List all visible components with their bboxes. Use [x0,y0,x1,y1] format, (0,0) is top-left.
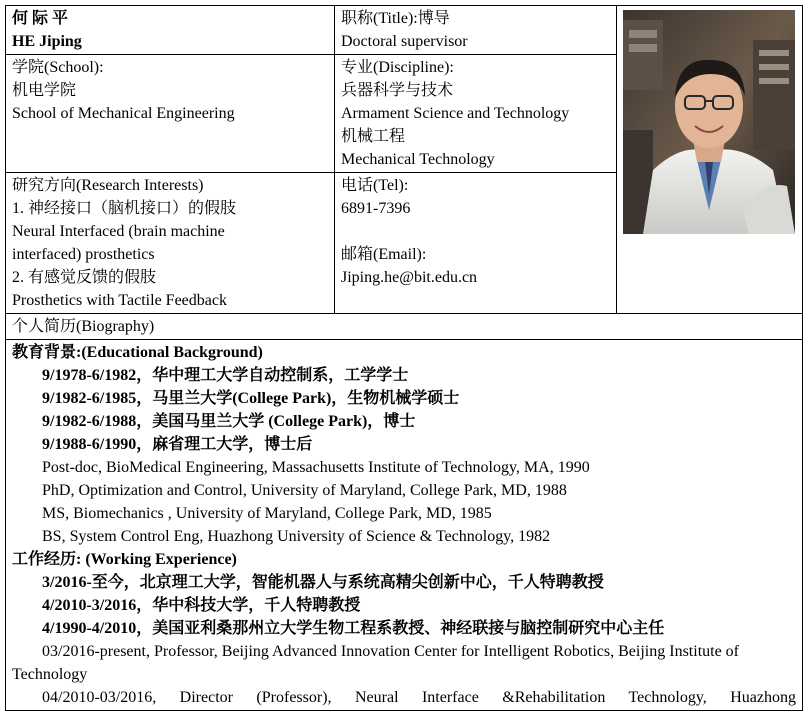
education-cn-item: 9/1982-6/1985，马里兰大学(College Park)，生物机械学硕士 [42,390,460,407]
discipline-label: 专业(Discipline): [341,59,454,76]
work-heading: 工作经历: (Working Experience) [12,551,237,568]
photo-cell [617,6,803,314]
discipline-item: Mechanical Technology [341,151,495,168]
work-en-item: 03/2016-present, Professor, Beijing Advanced Innovation Center for Intelligent Robotics, Beijing Institute of Technology [12,643,740,683]
research-item: 2. 有感觉反馈的假肢 [12,269,157,286]
title-cell [335,6,617,55]
title-value: Doctoral supervisor [341,33,468,50]
name-chinese: 何 际 平 [12,10,69,27]
profile-table [5,5,803,711]
portrait-photo [623,10,795,234]
contact-cell [335,173,617,314]
school-chinese: 机电学院 [12,82,77,99]
research-item: interfaced) prosthetics [12,246,155,263]
name-english: HE Jiping [12,33,82,50]
biography-label: 个人简历(Biography) [12,318,155,335]
discipline-item: Armament Science and Technology [341,105,570,122]
education-cn-item: 9/1982-6/1988，美国马里兰大学 (College Park)，博士 [42,413,416,430]
email-value: Jiping.he@bit.edu.cn [341,269,478,286]
education-en-item: BS, System Control Eng, Huazhong University of Science & Technology, 1982 [42,528,551,545]
email-label: 邮箱(Email): [341,246,427,263]
discipline-item: 机械工程 [341,128,406,145]
school-cell [6,55,335,173]
education-heading: 教育背景:(Educational Background) [12,344,263,361]
work-cn-item: 4/1990-4/2010，美国亚利桑那州立大学生物工程系教授、神经联接与脑控制研究中心主任 [42,620,665,637]
school-label: 学院(School): [12,59,104,76]
education-cn-item: 9/1988-6/1990，麻省理工大学，博士后 [42,436,313,453]
work-cn-item: 4/2010-3/2016，华中科技大学，千人特聘教授 [42,597,361,614]
tel-value: 6891-7396 [341,200,411,217]
research-item: 1. 神经接口（脑机接口）的假肢 [12,200,237,217]
research-item: Prosthetics with Tactile Feedback [12,292,227,309]
name-cell [6,6,335,55]
discipline-item: 兵器科学与技术 [341,82,454,99]
education-en-item: MS, Biomechanics , University of Maryland, College Park, MD, 1985 [42,505,492,522]
research-item: Neural Interfaced (brain machine [12,223,225,240]
title-label: 职称(Title):博导 [341,10,450,27]
discipline-cell [335,55,617,173]
education-en-item: PhD, Optimization and Control, University of Maryland, College Park, MD, 1988 [42,482,567,499]
school-english: School of Mechanical Engineering [12,105,235,122]
research-cell [6,173,335,314]
education-cn-item: 9/1978-6/1982，华中理工大学自动控制系，工学学士 [42,367,409,384]
work-cn-item: 3/2016-至今，北京理工大学，智能机器人与系统高精尖创新中心，千人特聘教授 [42,574,604,591]
research-label: 研究方向(Research Interests) [12,177,204,194]
tel-label: 电话(Tel): [341,177,409,194]
education-en-item: Post-doc, BioMedical Engineering, Massachusetts Institute of Technology, MA, 1990 [42,459,590,476]
biography-body-cell [6,340,803,711]
work-en-item: 04/2010-03/2016, Director (Professor), Neural Interface &Rehabilitation Technology, Huazhong [42,689,796,706]
biography-header-cell [6,314,803,340]
